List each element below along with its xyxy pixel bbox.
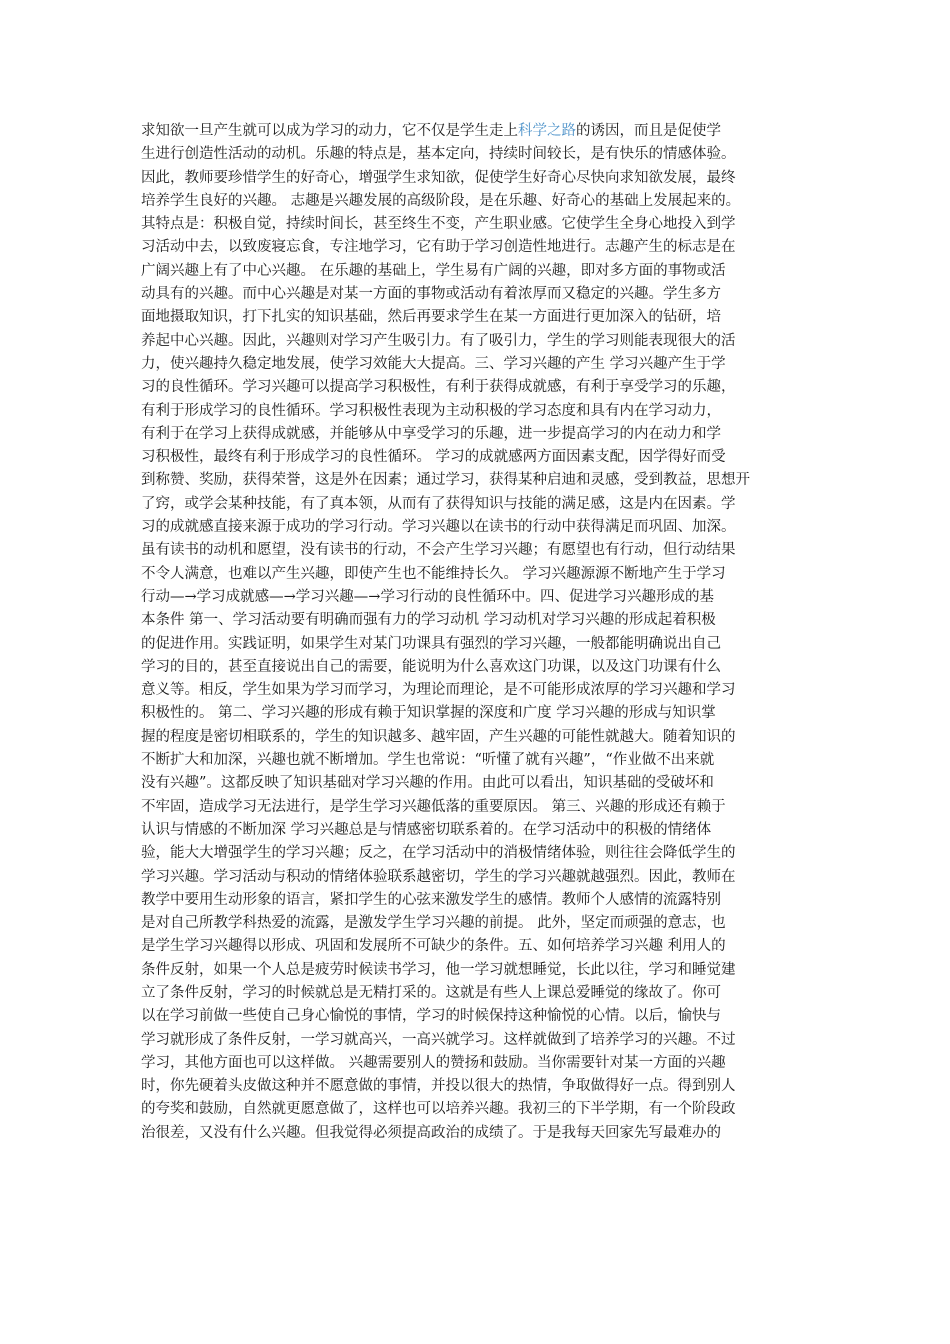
text-line: 治很差，又没有什么兴趣。但我觉得必须提高政治的成绩了。于是我每天回家先写最难办的 bbox=[141, 1124, 721, 1141]
text-line: 其特点是：积极自觉，持续时间长，甚至终生不变，产生职业感。它使学生全身心地投入到学 bbox=[141, 216, 736, 233]
text-line: 有利于形成学习的良性循环。学习积极性表现为主动积极的学习态度和具有内在学习动力， bbox=[141, 402, 721, 419]
text-line bbox=[141, 120, 821, 143]
text-line: 力，使兴趣持久稳定地发展，使学习效能大大提高。三、学习兴趣的产生 学习兴趣产生于学 bbox=[141, 355, 726, 372]
text-line: 到称赞、奖励，获得荣誉，这是外在因素；通过学习，获得某种启迪和灵感，受到教益，思想开 bbox=[141, 472, 750, 489]
document-body bbox=[141, 120, 821, 1145]
text-line: 不令人满意，也难以产生兴趣，即使产生也不能维持长久。 学习兴趣源源不断地产生于学习 bbox=[141, 565, 726, 582]
text-line: 不断扩大和加深，兴趣也就不断增加。学生也常说：“听懂了就有兴趣”，“作业做不出来就 bbox=[141, 752, 715, 769]
text-line: 习积极性，最终有利于形成学习的良性循环。 学习的成就感两方面因素支配，因学得好而受 bbox=[141, 449, 726, 466]
text-line: 因此，教师要珍惜学生的好奇心，增强学生求知欲，促使学生好奇心尽快向求知欲发展，最终 bbox=[141, 169, 736, 186]
text-line: 生进行创造性活动的动机。乐趣的特点是，基本定向，持续时间较长，是有快乐的情感体验。 bbox=[141, 146, 736, 163]
text-line: 的促进作用。实践证明，如果学生对某门功课具有强烈的学习兴趣，一般都能明确说出自己 bbox=[141, 635, 721, 652]
text-line: 养起中心兴趣。因此，兴趣则对学习产生吸引力。有了吸引力，学生的学习则能表现很大的活 bbox=[141, 332, 736, 349]
text-line: 学习兴趣。学习活动与积动的情绪体验联系越密切，学生的学习兴趣就越强烈。因此，教师在 bbox=[141, 868, 736, 885]
text-line: 验，能大大增强学生的学习兴趣；反之，在学习活动中的消极情绪体验，则往往会降低学生的 bbox=[141, 845, 736, 862]
text-segment: 求知欲一旦产生就可以成为学习的动力，它不仅是学生走上 bbox=[141, 123, 518, 139]
text-line: 学习就形成了条件反射，一学习就高兴，一高兴就学习。这样就做到了培养学习的兴趣。不过 bbox=[141, 1031, 736, 1048]
text-line: 了窍，或学会某种技能，有了真本领，从而有了获得知识与技能的满足感，这是内在因素。学 bbox=[141, 495, 736, 512]
text-line: 积极性的。 第二、学习兴趣的形成有赖于知识掌握的深度和广度 学习兴趣的形成与知识掌 bbox=[141, 705, 716, 722]
text-line: 握的程度是密切相联系的，学生的知识越多、越牢固，产生兴趣的可能性就越大。随着知识的 bbox=[141, 728, 736, 745]
text-line: 的夸奖和鼓励，自然就更愿意做了，这样也可以培养兴趣。我初三的下半学期，有一个阶段政 bbox=[141, 1101, 736, 1118]
text-line: 条件反射，如果一个人总是疲劳时候读书学习，他一学习就想睡觉，长此以往，学习和睡觉建 bbox=[141, 961, 736, 978]
text-segment: 的诱因，而且是促使学 bbox=[576, 123, 721, 139]
text-line: 动具有的兴趣。而中心兴趣是对某一方面的事物或活动有着浓厚而又稳定的兴趣。学生多方 bbox=[141, 286, 721, 303]
science-road-link[interactable]: 科学之路 bbox=[518, 123, 576, 139]
text-line: 本条件 第一、学习活动要有明确而强有力的学习动机 学习动机对学习兴趣的形成起着积极 bbox=[141, 612, 716, 629]
text-line: 学习的目的，甚至直接说出自己的需要，能说明为什么喜欢这门功课，以及这门功课有什么 bbox=[141, 658, 721, 675]
text-line: 培养学生良好的兴趣。 志趣是兴趣发展的高级阶段，是在乐趣、好奇心的基础上发展起来的。 bbox=[141, 192, 741, 209]
text-line: 教学中要用生动形象的语言，紧扣学生的心弦来激发学生的感情。教师个人感情的流露特别 bbox=[141, 891, 721, 908]
text-line: 虽有读书的动机和愿望，没有读书的行动，不会产生学习兴趣；有愿望也有行动，但行动结果 bbox=[141, 542, 736, 559]
text-line: 没有兴趣”。这都反映了知识基础对学习兴趣的作用。由此可以看出，知识基础的受破坏和 bbox=[141, 775, 714, 792]
text-line: 学习，其他方面也可以这样做。 兴趣需要别人的赞扬和鼓励。当你需要针对某一方面的兴趣 bbox=[141, 1054, 726, 1071]
text-line: 立了条件反射，学习的时候就总是无精打采的。这就是有些人上课总爱睡觉的缘故了。你可 bbox=[141, 984, 721, 1001]
text-line: 有利于在学习上获得成就感，并能够从中享受学习的乐趣，进一步提高学习的内在动力和学 bbox=[141, 425, 721, 442]
paragraph-lines bbox=[141, 143, 821, 1145]
text-line: 习的良性循环。学习兴趣可以提高学习积极性，有利于获得成就感，有利于享受学习的乐趣， bbox=[141, 379, 736, 396]
text-line: 意义等。相反，学生如果为学习而学习，为理论而理论，是不可能形成浓厚的学习兴趣和学习 bbox=[141, 682, 736, 699]
text-line: 习的成就感直接来源于成功的学习行动。学习兴趣以在读书的行动中获得满足而巩固、加深。 bbox=[141, 519, 736, 536]
text-line: 认识与情感的不断加深 学习兴趣总是与情感密切联系着的。在学习活动中的积极的情绪体 bbox=[141, 821, 712, 838]
text-line: 是学生学习兴趣得以形成、巩固和发展所不可缺少的条件。五、如何培养学习兴趣 利用人的 bbox=[141, 938, 726, 955]
text-line: 不牢固，造成学习无法进行，是学生学习兴趣低落的重要原因。 第三、兴趣的形成还有赖于 bbox=[141, 798, 726, 815]
text-line: 行动—→学习成就感—→学习兴趣—→学习行动的良性循环中。四、促进学习兴趣形成的基 bbox=[141, 588, 714, 605]
text-line: 广阔兴趣上有了中心兴趣。 在乐趣的基础上，学生易有广阔的兴趣，即对多方面的事物或活 bbox=[141, 262, 726, 279]
text-line: 习活动中去，以致废寝忘食，专注地学习，它有助于学习创造性地进行。志趣产生的标志是在 bbox=[141, 239, 736, 256]
text-line: 是对自己所教学科热爱的流露，是激发学生学习兴趣的前提。 此外，坚定而顽强的意志，也 bbox=[141, 915, 726, 932]
text-line: 以在学习前做一些使自己身心愉悦的事情，学习的时候保持这种愉悦的心情。以后，愉快与 bbox=[141, 1008, 721, 1025]
text-line: 面地摄取知识，打下扎实的知识基础，然后再要求学生在某一方面进行更加深入的钻研，培 bbox=[141, 309, 721, 326]
text-line: 时，你先硬着头皮做这种并不愿意做的事情，并投以很大的热情，争取做得好一点。得到别人 bbox=[141, 1078, 736, 1095]
